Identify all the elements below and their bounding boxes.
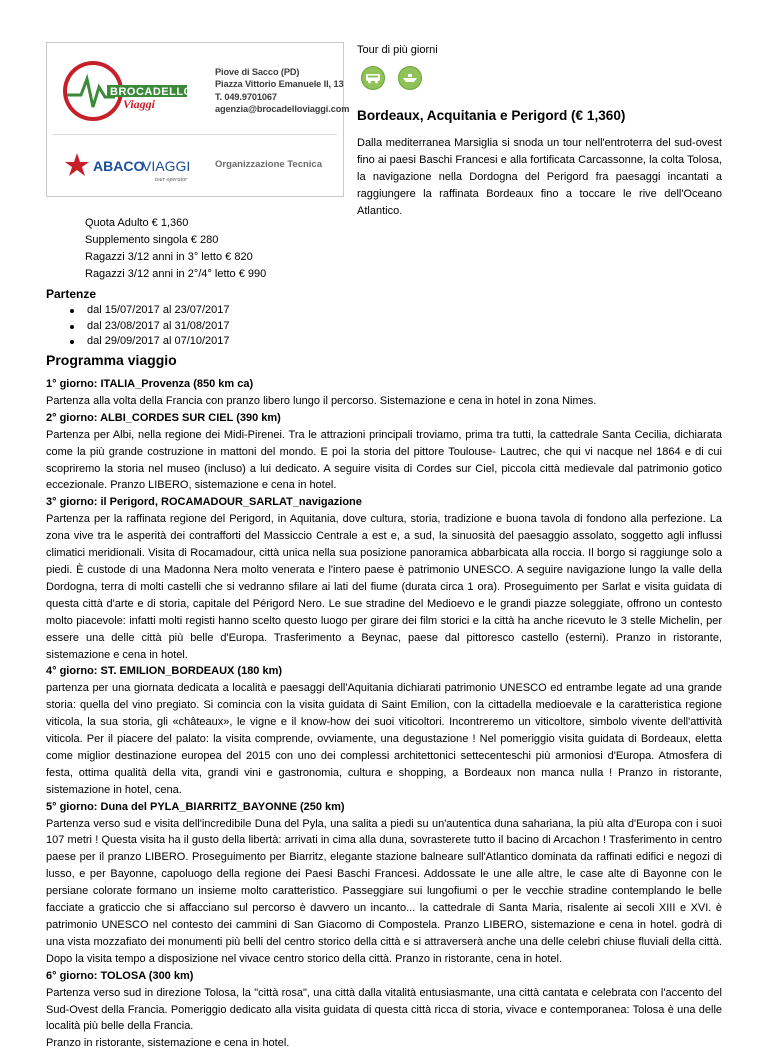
org-label: Organizzazione Tecnica — [215, 159, 322, 170]
price-single: Supplemento singola € 280 — [85, 234, 219, 246]
day-text: Partenza verso sud in direzione Tolosa, la "città rosa", una città dalla vitalità entusiasmante, una città cantata e celebrata con l'accento del Sud-Ovest della Francia. Pomeriggio dedicato alla visita guidata di questa città ricca di storia, vivace e contemporanea: Tolosa è una delle località più belle della Francia. Pranzo in ristorante, sistemazione e cena in hotel. — [46, 986, 722, 1050]
day-text: partenza per una giornata dedicata a località e paesaggi dell'Aquitania dichiarati patrimonio UNESCO ed entrambe legate ad una grande storia: quella del vino pregiato. Si comincia con la visita guidata di Saint Emilion, con la cittadella medioevale e la caratteristica regione viticola, la sua storia, gli «châteaux», le vigne e il know-how dei suoi viticoltori. Incontreremo un viticoltore, simbolo vivente dell'attività viticola. Per il piacere del palato: la visita comprende, ovviamente, una degustazione ! Nel pomeriggio visita guidata di Bordeaux, eletta come miglior destinazione europea del 2015 con uno dei complessi architettonici settecenteschi più armoniosi d'Europa. Atmosfera di festa, ottima qualità della vita, grandi vini e gastronomia, cultura e shopping, a Bordeaux non manca nulla ! Pranzo in ristorante, sistemazione in hotel, cena. — [46, 682, 722, 796]
program — [46, 376, 722, 1052]
svg-text:tour operator: tour operator — [155, 177, 188, 183]
ship-icon — [398, 66, 422, 90]
day-title: 3° giorno: il Perigord, ROCAMADOUR_SARLAT_navigazione — [46, 496, 362, 509]
price-child-2nd4th: Ragazzi 3/12 anni in 2°/4° letto € 990 — [85, 268, 267, 280]
departure-item: dal 15/07/2017 al 23/07/2017 — [70, 303, 230, 319]
day-title: 6° giorno: TOLOSA (300 km) — [46, 969, 194, 982]
svg-text:ABACO: ABACO — [93, 158, 145, 174]
day-title: 5° giorno: Duna del PYLA_BIARRITZ_BAYONNE (250 km) — [46, 800, 345, 813]
price-adult: Quota Adulto € 1,360 — [85, 217, 189, 229]
trip-title: Bordeaux, Acquitania e Perigord (€ 1,360) — [357, 108, 626, 123]
svg-text:BROCADELLO: BROCADELLO — [110, 86, 193, 98]
day-text: Partenza alla volta della Francia con pranzo libero lungo il percorso. Sistemazione e cena in hotel in zona Nimes. — [46, 394, 597, 407]
address-line: agenzia@brocadelloviaggi.com — [215, 104, 350, 115]
svg-text:VIAGGI: VIAGGI — [142, 158, 191, 174]
price-child-3rd: Ragazzi 3/12 anni in 3° letto € 820 — [85, 251, 253, 263]
program-heading: Programma viaggio — [46, 352, 177, 368]
svg-text:Viaggi: Viaggi — [123, 97, 156, 111]
day-title: 2° giorno: ALBI_CORDES SUR CIEL (390 km) — [46, 411, 281, 424]
day-text: Partenza per Albi, nella regione dei Midi-Pirenei. Tra le attrazioni principali troviamo, prima tra tutti, la cattedrale Santa Cecilia, dichiarata come la più grande costruzione in mattoni del mondo. E poi la storia del pittore Toulouse- Lautrec, che qui vi nacque nel 1864 e di cui scopriremo la storia nel museo (incluso) a lui dedicato. A seguire visita di Cordes sur Ciel, piccola città medievale dal patrimonio gotico eccezionale. Pranzo LIBERO, sistemazione e cena in hotel. — [46, 428, 722, 492]
departure-item: dal 23/08/2017 al 31/08/2017 — [70, 319, 230, 335]
trip-description: Dalla mediterranea Marsiglia si snoda un tour nell'entroterra del sud-ovest fino ai paesi Baschi Francesi e alla fortificata Carcassonne, la colta Tolosa, la navigazione nella Dordogna del Perigord fra paesaggi incantati a raggiungere la raffinata Bordeaux fino a toccare le rive dell'Oceano Atlantico. — [357, 137, 722, 217]
agency-address — [215, 66, 349, 116]
day-text: Partenza verso sud e visita dell'incredibile Duna del Pyla, una salita a piedi su un'autentica duna sahariana, la più alta d'Europa con i suoi 107 metri ! Questa visita ha il gusto della libertà: arrivati in cima alla duna, sovrasterete tutto il bacino di Arcachon ! Trasferimento in centro paese per il pranzo LIBERO. Proseguimento per Biarritz, elegante stazione balneare sull'Atlantico dominata da raffinati edifici e negozi di lusso, e per Bayonne, capoluogo della regione dei Paesi Baschi Francesi. Addossate le une alle altre, le case alte di Bayonne con le persiane colorate formano un insieme molto caratteristico. Passeggiare sui lungofiumi o per le vecchie stradine contemplando le belle facciate a graticcio che si affacciano sul percorso è davvero un incanto... la cattedrale di Santa Maria, risalente ai secoli XIII e XVI. è patrimonio UNESCO nel contesto dei cammini di San Giacomo di Compostela. Pranzo LIBERO, sistemazione e cena in hotel. godrà di una vista mozzafiato dei monumenti più belli del centro storico della città e si attraverserà anche una delle celebri chiuse fluviali della città. Dopo la visita tempo a disposizione nel vivace centro storico della città. Pranzo in ristorante, cena in hotel. — [46, 817, 722, 965]
departures-heading: Partenze — [46, 287, 97, 301]
category-label: Tour di più giorni — [357, 44, 438, 56]
day-title: 1° giorno: ITALIA_Provenza (850 km ca) — [46, 378, 254, 390]
price-list — [85, 215, 266, 283]
day-text: Partenza per la raffinata regione del Perigord, in Aquitania, dove cultura, storia, tradizione e buona tavola di fondono alla perfezione. La zona vive tra le asperità dei contrafforti del Massiccio Centrale a est e, a sud, la sinuosità del paesaggio assolato, soggetto agli influssi climatici meridionali. Visita di Rocamadour, città unica nella sua posizione panoramica abbarbicata alla roccia. Il borgo si raggiunge solo a piedi. È custode di una Madonna Nera molto venerata e l'intero paese è patrimonio UNESCO. A seguire navigazione lungo la valle della Dordogna, terra di molti castelli che si vedranno sfilare ai lati del fiume (durata circa 1 ora). Proseguimento per Sarlat e visita guidata di questa città d'arte e di storia, capitale del Périgord Nero. Le sue stradine del Medioevo e le grandi piazze soleggiate, offrono un contesto molto piacevole: infatti molti registi hanno scelto questo luogo per girare dei film storici e la città ha anche ricevuto le 3 stelle Michelin, per essere una delle città più belle d'Europa. Trasferimento a Beynac, paese dal pittoresco castello (esterni). Pranzo in ristorante, sistemazione e cena in hotel. — [46, 513, 722, 661]
agency-card — [46, 42, 350, 197]
departures-list — [70, 303, 230, 350]
departure-item: dal 29/09/2017 al 07/10/2017 — [70, 334, 230, 350]
address-line: Piazza Vittorio Emanuele II, 13 — [215, 79, 344, 90]
abacoviaggi-logo — [63, 147, 203, 187]
bus-icon — [361, 66, 385, 90]
address-line: Piove di Sacco (PD) — [215, 67, 300, 77]
card-divider — [53, 134, 337, 135]
address-line: T. 049.9701067 — [215, 91, 277, 102]
brocadello-logo — [53, 57, 203, 129]
day-title: 4° giorno: ST. EMILION_BORDEAUX (180 km) — [46, 665, 283, 678]
